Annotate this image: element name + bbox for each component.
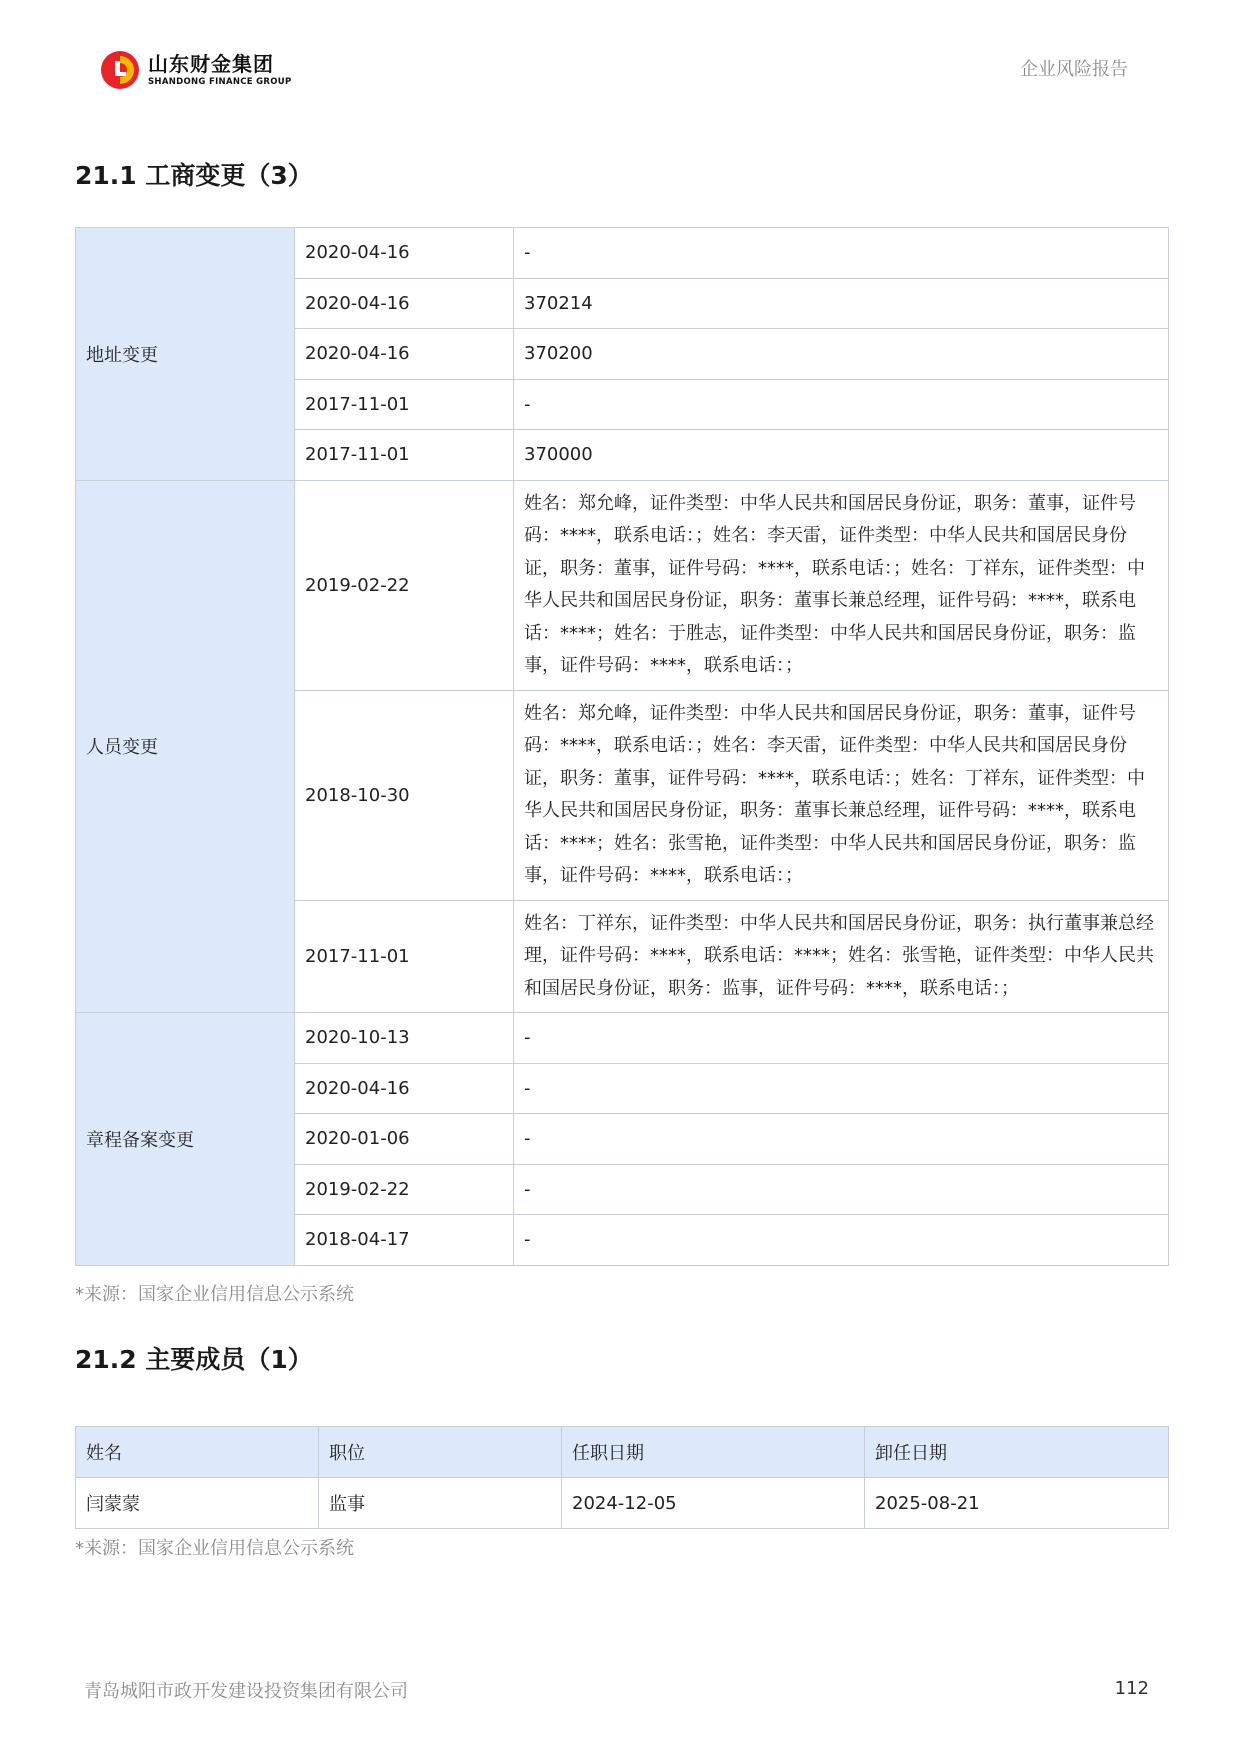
business-changes-table — [75, 227, 1169, 1266]
content-cell: - — [514, 228, 1169, 279]
content-cell: - — [514, 1215, 1169, 1266]
content-cell: 370000 — [514, 430, 1169, 481]
date-cell: 2020-04-16 — [295, 1063, 514, 1114]
content-cell: - — [514, 1114, 1169, 1165]
footer-company-name: 青岛城阳市政开发建设投资集团有限公司 — [84, 1681, 408, 1702]
date-cell: 2017-11-01 — [295, 430, 514, 481]
company-logo — [100, 50, 292, 90]
category-cell: 地址变更 — [76, 228, 295, 481]
table-header-row — [76, 1427, 1169, 1478]
logo-icon — [100, 50, 140, 90]
category-cell: 章程备案变更 — [76, 1013, 295, 1266]
section-title-key-members: 21.2 主要成员（1） — [75, 1345, 313, 1374]
content-cell: - — [514, 379, 1169, 430]
section-title-business-changes: 21.1 工商变更（3） — [75, 161, 313, 190]
date-cell: 2018-10-30 — [295, 690, 514, 900]
content-cell: - — [514, 1164, 1169, 1215]
content-cell: 370200 — [514, 329, 1169, 380]
date-cell: 2020-04-16 — [295, 228, 514, 279]
table-row — [76, 1013, 1169, 1064]
date-cell: 2020-10-13 — [295, 1013, 514, 1064]
member-end-date-cell: 2025-08-21 — [865, 1478, 1169, 1529]
column-header: 姓名 — [76, 1427, 319, 1478]
content-cell: 姓名：丁祥东，证件类型：中华人民共和国居民身份证，职务：执行董事兼总经理，证件号码：****，联系电话：****；姓名：张雪艳，证件类型：中华人民共和国居民身份证，职务：监事，证件号码：****，联系电话：； — [514, 900, 1169, 1013]
column-header: 职位 — [319, 1427, 562, 1478]
column-header: 卸任日期 — [865, 1427, 1169, 1478]
date-cell: 2020-01-06 — [295, 1114, 514, 1165]
date-cell: 2017-11-01 — [295, 900, 514, 1013]
content-cell: 姓名：郑允峰，证件类型：中华人民共和国居民身份证，职务：董事，证件号码：****，联系电话：；姓名：李天雷，证件类型：中华人民共和国居民身份证，职务：董事，证件号码：****，联系电话：；姓名：丁祥东，证件类型：中华人民共和国居民身份证，职务：董事长兼总经理，证件号码：****，联系电话：****；姓名：于胜志，证件类型：中华人民共和国居民身份证，职务：监事，证件号码：****，联系电话：； — [514, 480, 1169, 690]
key-members-table — [75, 1426, 1169, 1529]
date-cell: 2019-02-22 — [295, 1164, 514, 1215]
date-cell: 2018-04-17 — [295, 1215, 514, 1266]
category-cell: 人员变更 — [76, 480, 295, 1013]
table-row — [76, 1478, 1169, 1529]
content-cell: 370214 — [514, 278, 1169, 329]
content-cell: - — [514, 1063, 1169, 1114]
page-header — [0, 0, 1241, 110]
logo-chinese-name: 山东财金集团 — [148, 51, 274, 76]
table-row — [76, 228, 1169, 279]
column-header: 任职日期 — [562, 1427, 865, 1478]
member-position-cell: 监事 — [319, 1478, 562, 1529]
table-row — [76, 480, 1169, 690]
date-cell: 2019-02-22 — [295, 480, 514, 690]
source-note: *来源：国家企业信用信息公示系统 — [75, 1284, 354, 1305]
date-cell: 2020-04-16 — [295, 329, 514, 380]
document-type: 企业风险报告 — [1020, 59, 1128, 80]
date-cell: 2020-04-16 — [295, 278, 514, 329]
member-name-cell: 闫蒙蒙 — [76, 1478, 319, 1529]
member-start-date-cell: 2024-12-05 — [562, 1478, 865, 1529]
content-cell: 姓名：郑允峰，证件类型：中华人民共和国居民身份证，职务：董事，证件号码：****，联系电话：；姓名：李天雷，证件类型：中华人民共和国居民身份证，职务：董事，证件号码：****，联系电话：；姓名：丁祥东，证件类型：中华人民共和国居民身份证，职务：董事长兼总经理，证件号码：****，联系电话：****；姓名：张雪艳，证件类型：中华人民共和国居民身份证，职务：监事，证件号码：****，联系电话：； — [514, 690, 1169, 900]
date-cell: 2017-11-01 — [295, 379, 514, 430]
logo-english-name: SHANDONG FINANCE GROUP — [148, 76, 292, 87]
source-note: *来源：国家企业信用信息公示系统 — [75, 1538, 354, 1559]
page-number: 112 — [1114, 1678, 1149, 1699]
content-cell: - — [514, 1013, 1169, 1064]
